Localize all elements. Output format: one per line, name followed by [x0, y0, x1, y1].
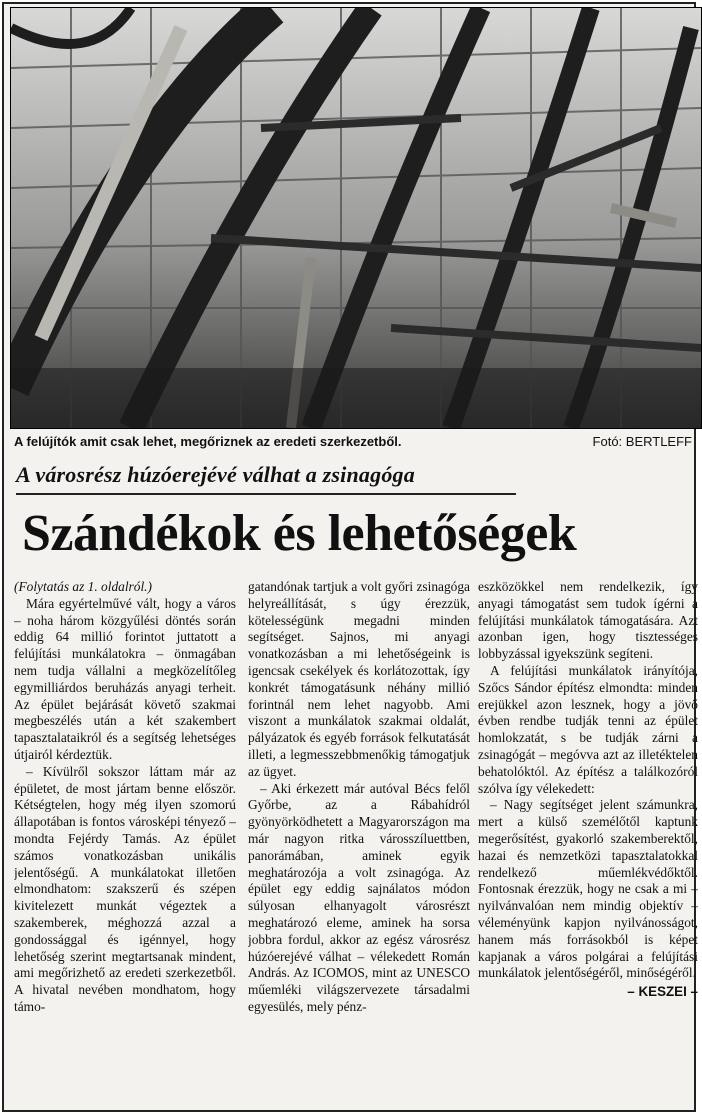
photo-caption	[14, 432, 698, 454]
photo-credit: Fotó: BERTLEFF	[592, 434, 692, 449]
paragraph: gatandónak tartjuk a volt győri zsinagóga helyreállítását, s úgy érezzük, kötelességünk megadni minden segítséget. Sajnos, mi anyagi vonatkozásban a mi lehetőségeink is igencsak csekélyek és korlátozottak, így konkrét támogatásunk néhány millió forintnál nem lehet nagyobb. Ami viszont a munkálatok szakmai oldalát, pályázatok és egyéb források felkutatását illeti, a legmesszebbmenőkig támogatjuk az ügyet.	[248, 579, 470, 779]
article-photo	[10, 7, 702, 429]
continued-note: (Folytatás az 1. oldalról.)	[14, 579, 152, 594]
author-signature: – KESZEI –	[627, 984, 698, 1000]
paragraph: Mára egyértelművé vált, hogy a város – noha három közgyűlési döntés során eddig 64 millió forintot juttatott a felújítási munkálatokra – önmagában nem tudja vállalni a megközelítőleg egymilliárdos beruházás anyagi terheit. Az épület bejárását követő szakmai megbeszélés után a két szakembert tapasztalataikról és a segítség lehetséges útjairól kérdeztük.	[14, 595, 236, 762]
paragraph: – Nagy segítséget jelent számunkra, mert a külső személőtől kaptunk megerősítést, gyakorló szakemberektől, hazai és nemzetközi tapasztalatokkal rendelkező műemlékvédőktől. Fontosnak érezzük, hogy ne csak a mi – nyilvánvalóan nem mindig objektív – véleményünk kapjon nyilvánosságot, hanem más forrásokból is képet kapjanak a város polgárai a felújítási munkálatok jelentőségéről, minőségéről.	[478, 797, 698, 981]
paragraph: eszközökkel nem rendelkezik, így anyagi támogatást sem tudok ígérni a felújítási munkálatok támogatására. Azt azonban igen, hogy tisztességes lobbyzással igyekszünk segíteni.	[478, 579, 698, 662]
article-kicker: A városrész húzóerejévé válhat a zsinagóga	[16, 462, 516, 495]
paragraph: – Kívülről sokszor láttam már az épületet, de most jártam benne először. Kétségtelen, hogy még ilyen szomorú állapotában is fontos városképi tényező – mondta Fejérdy Tamás. Az épület számos vonatkozásban unikális jelentőségű. A munkálatokat illetően elmondhatom: szakszerű és szépen kivitelezett munkát végeztek a szakemberek, méghozzá azzal a gondossággal és igénnyel, hogy lehetőség szerint megtartsanak mindent, ami megőrizhető az eredeti szerkezetből. A hivatal nevében mondhatom, hogy támo-	[14, 763, 236, 1014]
paragraph: A felújítási munkálatok irányítója, Szőcs Sándor építész elmondta: minden erejükkel azon lesznek, hogy a jövő évben rendbe tudják tenni az épület homlokzatát, s be tudják zárni a zsinagógát – megóvva azt az illetéktelen behatolóktól. Az építész a találkozóról szólva így vélekedett:	[478, 662, 698, 796]
column-3	[478, 579, 698, 1099]
synagogue-roof-image	[11, 8, 701, 428]
paragraph: – Aki érkezett már autóval Bécs felől Győrbe, az a Rábahídról gyönyörködhetett a Magyarországon ma már nagyon ritka városszíluettben, panorámában, aminek egyik meghatározója a volt zsinagóga. Az épület egy eddig sajnálatos módon súlyosan elhanyagolt városrészt meghatározó eleme, aminek ha sorsa jobbra fordul, akkor az egész városrész húzóerejévé válhat – vélekedett Román András. Az ICOMOS, mint az UNESCO műemléki világszervezete társadalmi egyesülés, mely pénz-	[248, 780, 470, 1014]
caption-text: A felújítók amit csak lehet, megőriznek az eredeti szerkezetből.	[14, 434, 402, 449]
column-2	[248, 579, 470, 1099]
article-headline: Szándékok és lehetőségek	[22, 505, 577, 562]
article-frame	[2, 2, 696, 1112]
article-body	[14, 579, 698, 1104]
column-1	[14, 579, 236, 1099]
